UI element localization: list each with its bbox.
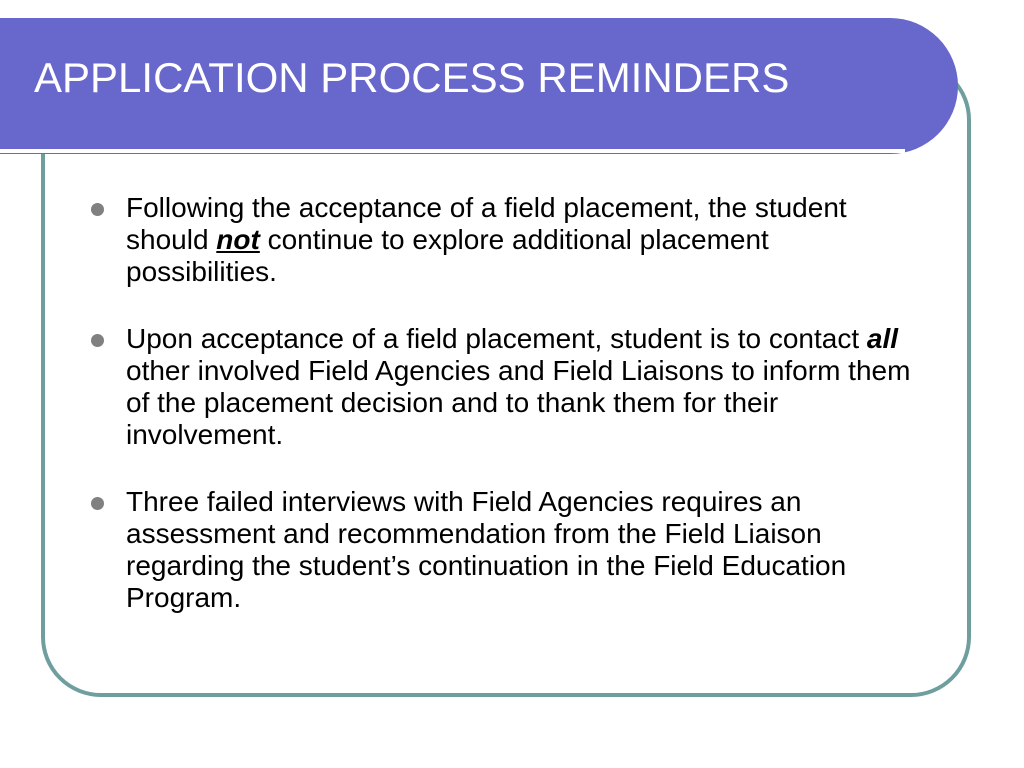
bullet-dot-icon [91,334,104,347]
bullet-item [88,192,918,288]
bullet-list [88,192,918,649]
bullet-text: continue to explore additional placement possibilities. [126,224,769,287]
bullet-item [88,486,918,614]
bullet-text: Upon acceptance of a field placement, student is to contact [126,323,867,354]
bullet-item [88,323,918,451]
bullet-text: Following the acceptance of a field placement, the student should [126,192,847,255]
bullet-emphasis: all [866,323,899,354]
bullet-emphasis: not [216,224,260,255]
bullet-text: Three failed interviews with Field Agencies requires an assessment and recommendation from the Field Liaison regarding the student’s continuation in the Field Education Program. [126,486,847,613]
title-underline [0,149,905,153]
bullet-dot-icon [91,203,104,216]
bullet-text: other involved Field Agencies and Field Liaisons to inform them of the placement decision and to thank them for their involvement. [126,355,911,450]
slide-title: APPLICATION PROCESS REMINDERS [34,54,790,101]
bullet-dot-icon [91,497,104,510]
